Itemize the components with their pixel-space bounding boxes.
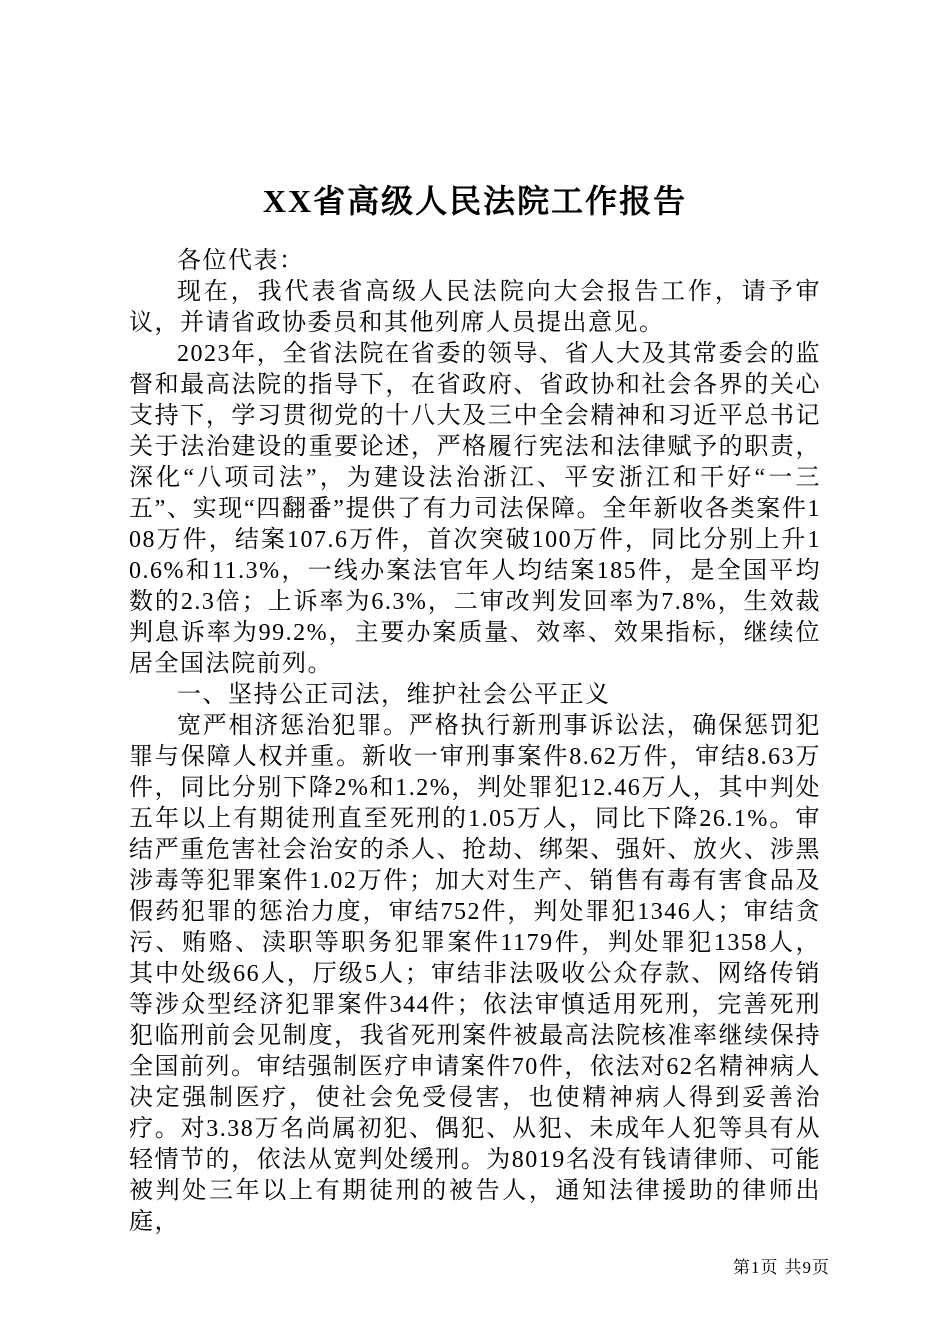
page-title-text: XX省高级人民法院工作报告	[262, 183, 688, 219]
page-title	[129, 180, 821, 222]
paragraph-intro: 现在，我代表省高级人民法院向大会报告工作，请予审议，并请省政协委员和其他列席人员提出意见。	[129, 279, 821, 336]
page-footer	[727, 1253, 830, 1278]
page-number: 第1页	[733, 1258, 779, 1277]
paragraph-overview: 2023年，全省法院在省委的领导、省人大及其常委会的监督和最高法院的指导下，在省政府、省政协和社会各界的关心支持下，学习贯彻党的十八大及三中全会精神和习近平总书记关于法治建设的重要论述，严格履行宪法和法律赋予的职责，深化“八项司法”，为建设法治浙江、平安浙江和干好“一三五”、实现“四翻番”提供了有力司法保障。全年新收各类案件108万件，结案107.6万件，首次突破100万件，同比分别上升10.6%和11.3%，一线办案法官年人均结案185件，是全国平均数的2.3倍；上诉率为6.3%，二审改判发回率为7.8%，生效裁判息诉率为99.2%，主要办案质量、效率、效果指标，继续位居全国法院前列。	[129, 341, 821, 677]
section-heading: 一、坚持公正司法，维护社会公平正义	[177, 682, 611, 708]
document-body	[129, 180, 821, 1238]
total-pages: 共9页	[784, 1258, 830, 1277]
paragraph-section-body: 宽严相济惩治犯罪。严格执行新刑事诉讼法，确保惩罚犯罪与保障人权并重。新收一审刑事案件8.62万件，审结8.63万件，同比分别下降2%和1.2%，判处罪犯12.46万人，其中判处五年以上有期徒刑直至死刑的1.05万人，同比下降26.1%。审结严重危害社会治安的杀人、抢劫、绑架、强奸、放火、涉黑涉毒等犯罪案件1.02万件；加大对生产、销售有毒有害食品及假药犯罪的惩治力度，审结752件，判处罪犯1346人；审结贪污、贿赂、渎职等职务犯罪案件1179件，判处罪犯1358人，其中处级66人，厅级5人；审结非法吸收公众存款、网络传销等涉众型经济犯罪案件344件；依法审慎适用死刑，完善死刑犯临刑前会见制度，我省死刑案件被最高法院核准率继续保持全国前列。审结强制医疗申请案件70件，依法对62名精神病人决定强制医疗，使社会免受侵害，也使精神病人得到妥善治疗。对3.38万名尚属初犯、偶犯、从犯、未成年人犯等具有从轻情节的，依法从宽判处缓刑。为8019名没有钱请律师、可能被判处三年以上有期徒刑的被告人，通知法律援助的律师出庭，	[129, 713, 821, 1235]
paragraph-salutation: 各位代表：	[177, 248, 305, 274]
